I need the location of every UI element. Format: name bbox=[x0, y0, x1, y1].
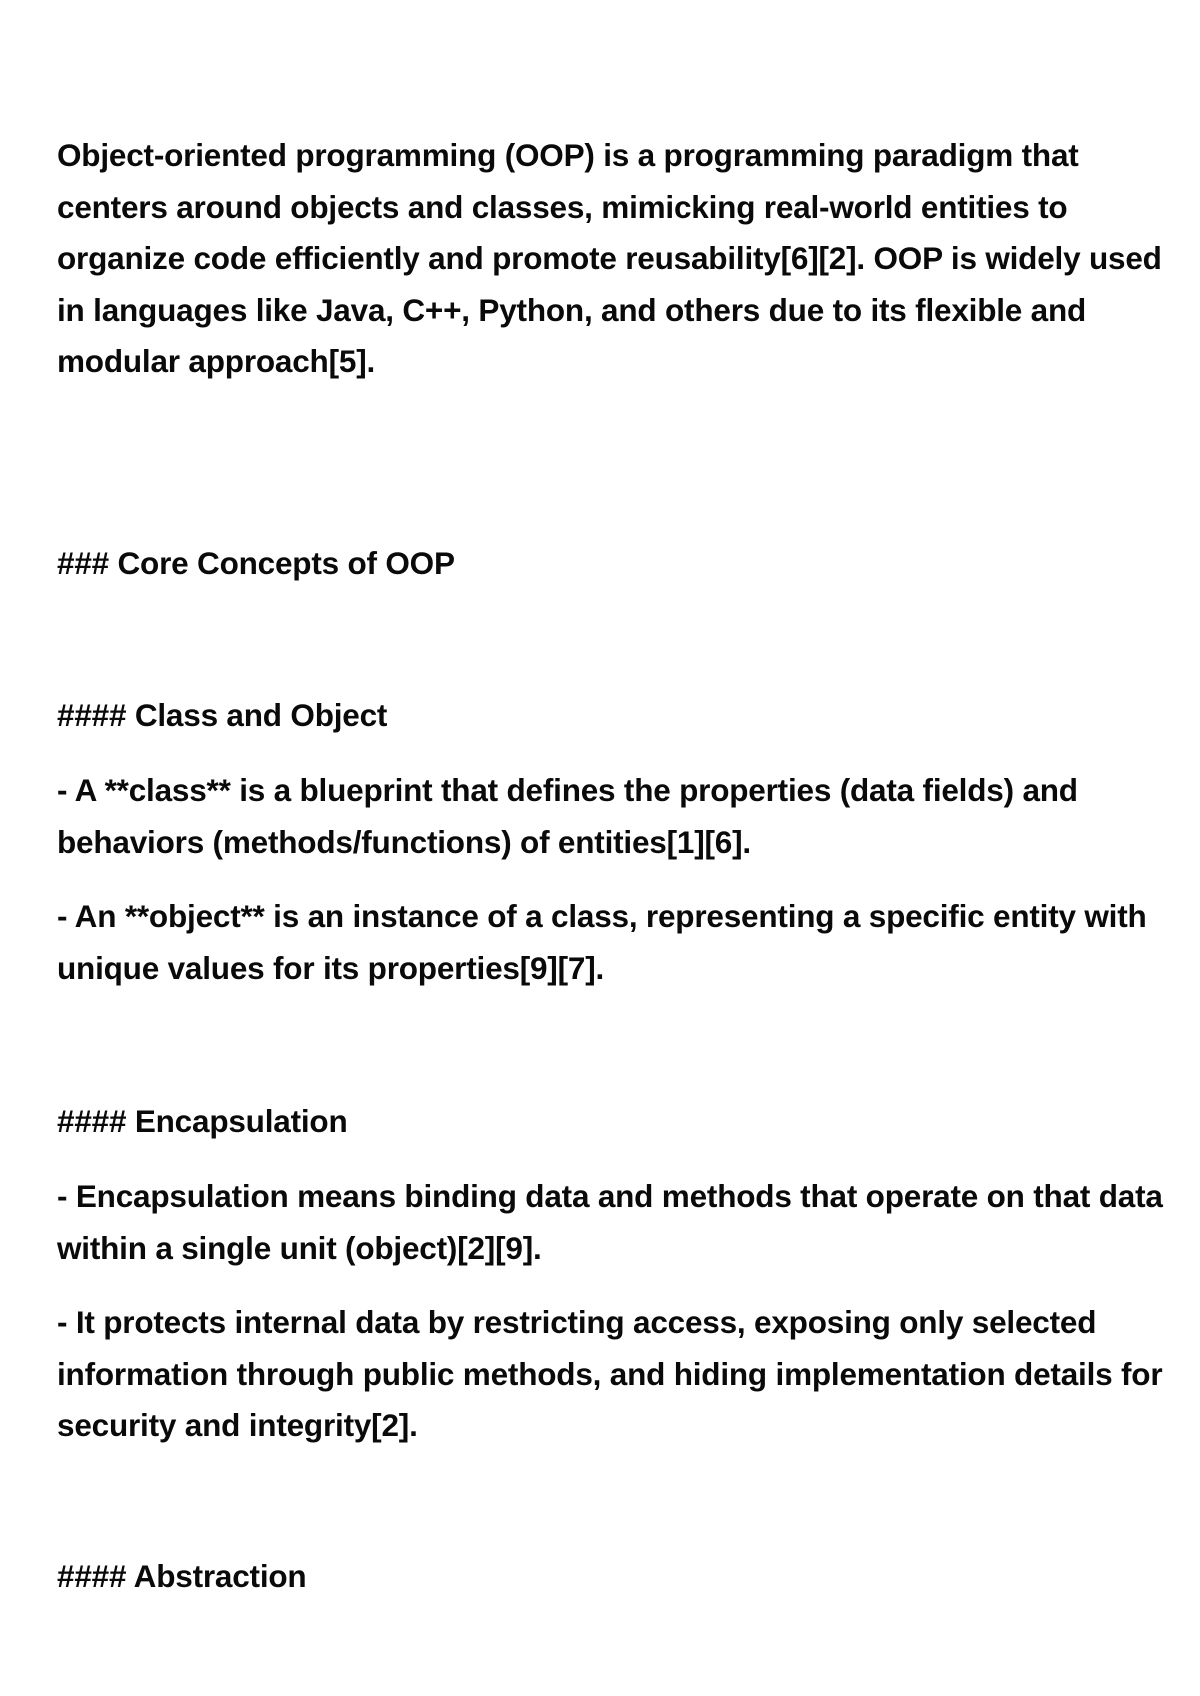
intro-paragraph: Object-oriented programming (OOP) is a programming paradigm that centers around objects and classes, mimicking real-world entities to organize code efficiently and promote reusability[6][2]. OOP is widely used in languages like Java, C++, Python, and others due to its flexible and modular approach[5]. bbox=[57, 137, 1162, 379]
encapsulation-bullet-definition: - Encapsulation means binding data and methods that operate on that data within a single unit (object)[2][9]. bbox=[57, 1178, 1163, 1266]
abstraction-heading: #### Abstraction bbox=[57, 1558, 307, 1594]
object-bullet: - An **object** is an instance of a class, representing a specific entity with unique values for its properties[9][7]. bbox=[57, 898, 1147, 986]
encapsulation-heading: #### Encapsulation bbox=[57, 1103, 348, 1139]
encapsulation-bullet-protection: - It protects internal data by restricting access, exposing only selected information through public methods, and hiding implementation details for security and integrity[2]. bbox=[57, 1304, 1163, 1443]
core-concepts-heading: ### Core Concepts of OOP bbox=[57, 545, 455, 581]
class-and-object-heading: #### Class and Object bbox=[57, 697, 388, 733]
class-bullet: - A **class** is a blueprint that defines the properties (data fields) and behaviors (methods/functions) of entities[1][6]. bbox=[57, 772, 1078, 860]
